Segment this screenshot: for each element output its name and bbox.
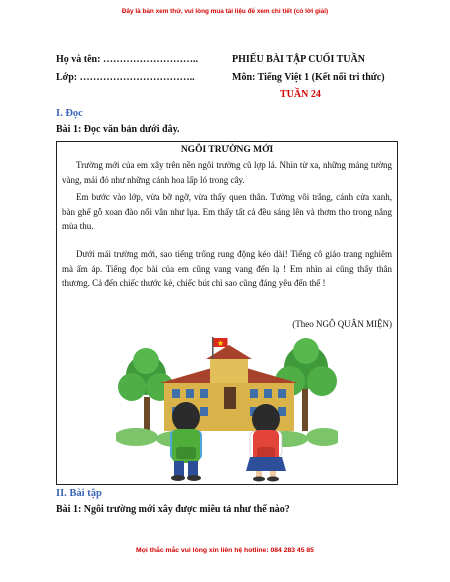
sheet-title: PHIẾU BÀI TẬP CUỐI TUẦN	[232, 54, 365, 65]
passage-paragraph-1: Trường mới của em xây trên nền ngôi trường cũ lợp lá. Nhìn từ xa, những mảng tường vàng, mái đỏ như những cánh hoa lấp ló trong cây.	[62, 160, 392, 185]
passage-author: (Theo NGÔ QUÂN MIỆN)	[292, 319, 392, 329]
section-reading-heading: I. Đọc	[56, 108, 83, 119]
preview-notice: Đây là bản xem thử, vui lòng mua tài liệu để xem chi tiết (có lời giải)	[121, 8, 329, 15]
section-exercises-heading: II. Bài tập	[56, 488, 102, 499]
hotline-notice: Mọi thắc mắc vui lòng xin liên hệ hotline: 084 283 45 85	[136, 547, 314, 554]
student-name-field: Họ và tên: ………………………..	[56, 54, 198, 65]
school-illustration	[116, 337, 338, 483]
student-class-field: Lớp: ……………………………..	[56, 72, 195, 83]
passage-title: NGÔI TRƯỜNG MỚI	[180, 145, 274, 155]
exercise-1-question: Bài 1: Ngôi trường mới xây được miêu tả như thế nào?	[56, 504, 290, 515]
subject-label: Môn: Tiếng Việt 1 (Kết nối tri thức)	[232, 72, 385, 83]
exercise-1-instruction: Bài 1: Đọc văn bản dưới đây.	[56, 124, 180, 135]
passage-paragraph-3: Dưới mái trường mới, sao tiếng trống rung động kéo dài! Tiếng cô giáo trang nghiêm mà ấm áp. Tiếng đọc bài của em cũng vang vang đến lạ ! Em nhìn ai cũng thấy thân thương. Cả đến chiếc thước kẻ, chiếc bút chì sao cũng đáng yêu đến thế !	[62, 249, 392, 288]
passage-paragraph-2: Em bước vào lớp, vừa bỡ ngỡ, vừa thấy quen thân. Tường vôi trắng, cánh cửa xanh, bàn ghế gỗ xoan đào nổi vân như lụa. Em thấy tất cả đều sáng lên và thơm tho trong nắng mùa thu.	[62, 192, 392, 231]
week-label: TUẦN 24	[280, 89, 321, 100]
